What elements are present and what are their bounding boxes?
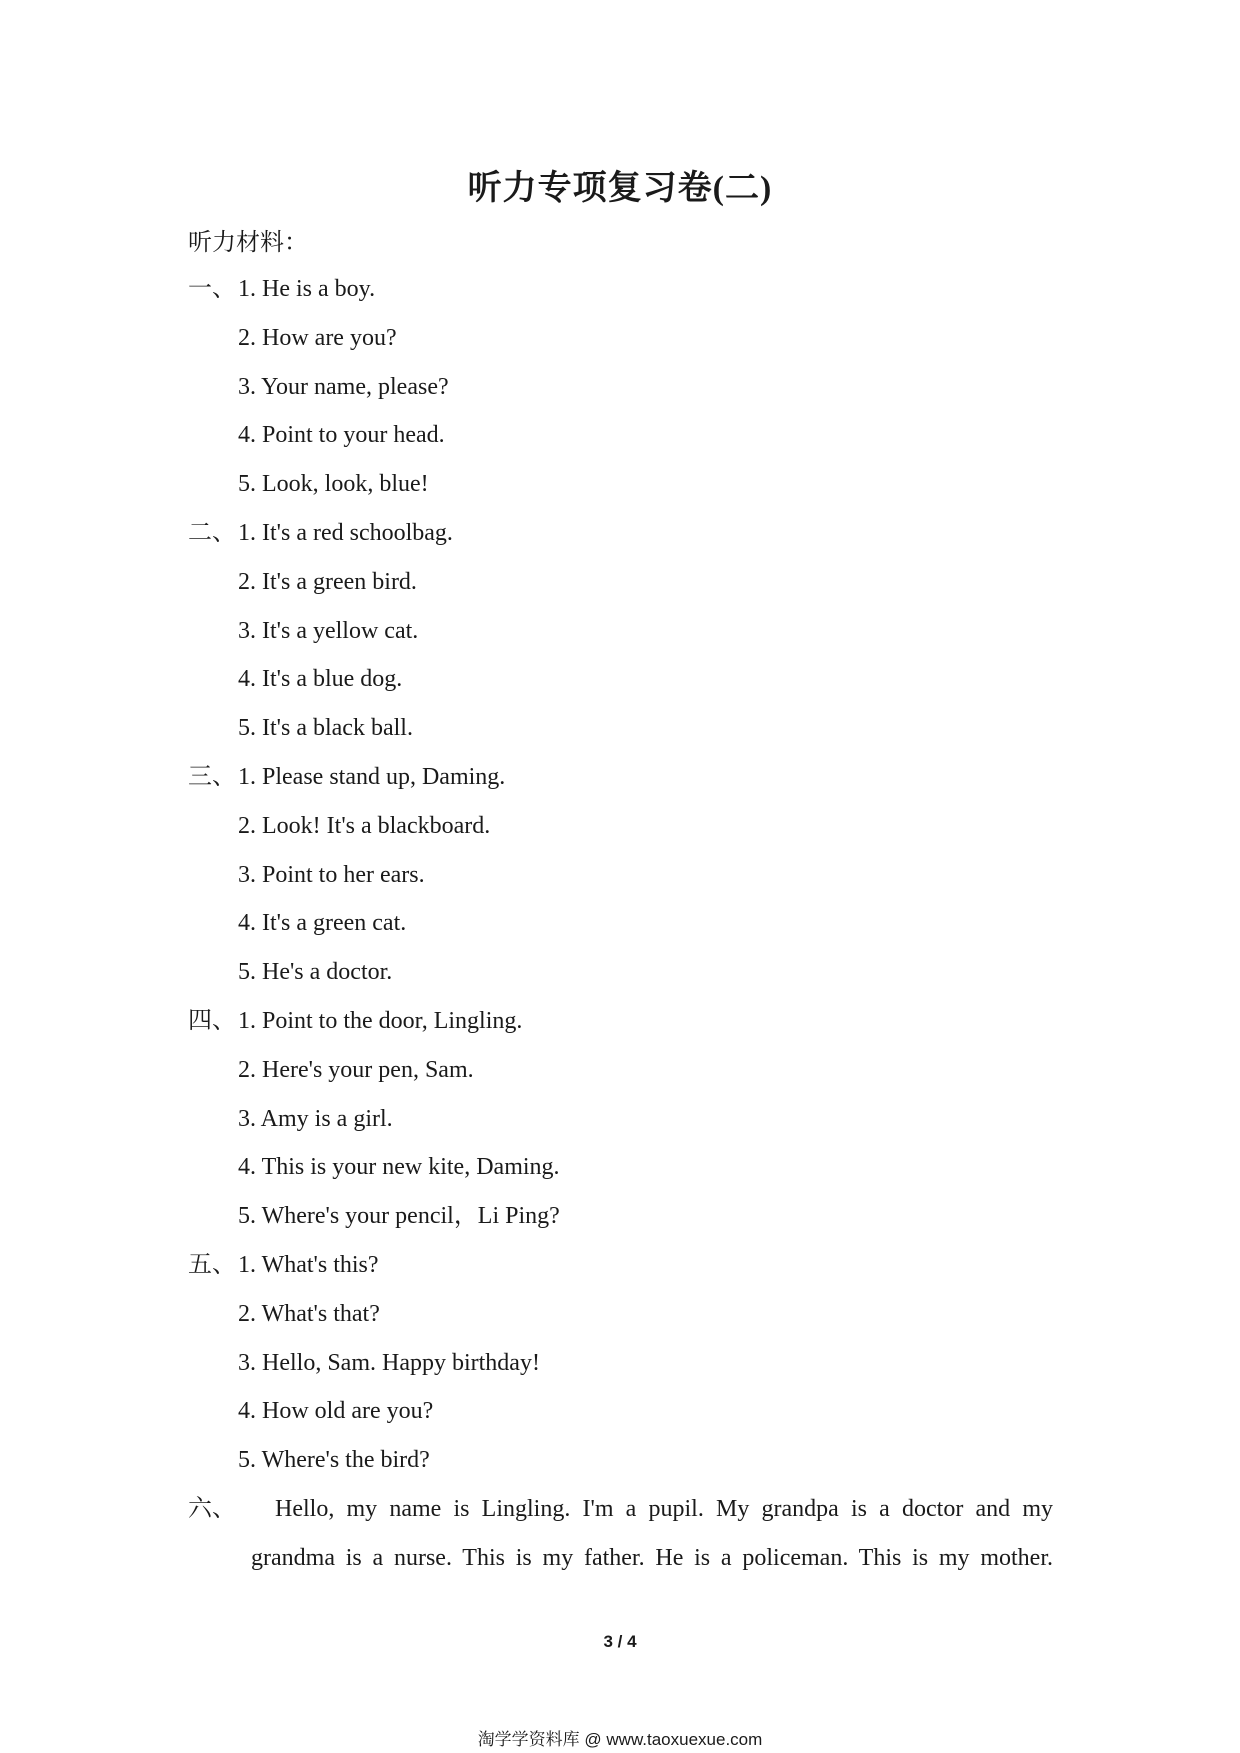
section-marker: 四、: [188, 1007, 236, 1034]
question-row: [188, 1046, 1058, 1095]
page-title: 听力专项复习卷(二): [467, 170, 773, 207]
question-text: 3. Your name, please?: [238, 373, 449, 400]
marker-spacer: [188, 948, 238, 997]
marker-spacer: [188, 899, 238, 948]
question-text: 4. How old are you?: [238, 1398, 434, 1425]
question-row: [188, 704, 1058, 753]
question-text: 1. Please stand up, Daming.: [238, 763, 506, 790]
question-text: 3. Point to her ears.: [238, 861, 425, 888]
question-text: 5. Look, look, blue!: [238, 471, 429, 498]
section-5: [188, 1241, 1058, 1485]
question-text: 2. Here's your pen, Sam.: [238, 1056, 474, 1083]
question-text: 1. What's this?: [238, 1251, 379, 1278]
question-row: [188, 363, 1058, 412]
question-row: [188, 1290, 1058, 1339]
question-row: [188, 1436, 1058, 1485]
marker-spacer: [188, 1339, 238, 1388]
section-marker: 二、: [188, 519, 236, 546]
section-6-paragraph: [251, 1485, 1053, 1583]
question-row: [188, 899, 1058, 948]
question-text: 5. Where's your pencil，Li Ping?: [238, 1203, 560, 1230]
question-text: 2. What's that?: [238, 1300, 380, 1327]
marker-spacer: [188, 363, 238, 412]
question-text: 4. It's a blue dog.: [238, 666, 403, 693]
question-row: [188, 948, 1058, 997]
question-row: [188, 460, 1058, 509]
question-row: [188, 1143, 1058, 1192]
marker-spacer: [188, 314, 238, 363]
footer-watermark: 淘学学资料库 @ www.taoxuexue.com: [477, 1730, 763, 1749]
marker-spacer: [188, 411, 238, 460]
question-text: 4. This is your new kite, Daming.: [238, 1154, 560, 1181]
question-row: [188, 655, 1058, 704]
marker-spacer: [188, 802, 238, 851]
marker-spacer: [188, 607, 238, 656]
section-2: [188, 509, 1058, 753]
section-1: [188, 265, 1058, 509]
section-marker: 五、: [188, 1251, 236, 1278]
page-number: 3 / 4: [603, 1632, 637, 1651]
marker-spacer: [188, 704, 238, 753]
question-row: [188, 1192, 1058, 1241]
question-text: 5. He's a doctor.: [238, 959, 393, 986]
question-row: [188, 851, 1058, 900]
section-6-marker: 六、: [188, 1495, 236, 1522]
marker-spacer: [188, 1143, 238, 1192]
question-text: 4. It's a green cat.: [238, 910, 407, 937]
section-marker: 三、: [188, 763, 236, 790]
question-text: 1. He is a boy.: [238, 276, 376, 302]
question-row: [188, 265, 1058, 314]
marker-spacer: [188, 558, 238, 607]
section-3: [188, 753, 1058, 997]
question-text: 2. It's a green bird.: [238, 568, 417, 595]
question-row: [188, 997, 1058, 1046]
marker-spacer: [188, 1436, 238, 1485]
question-row: [188, 753, 1058, 802]
question-row: [188, 607, 1058, 656]
marker-spacer: [188, 655, 238, 704]
question-row: [188, 558, 1058, 607]
question-text: 1. Point to the door, Lingling.: [238, 1007, 523, 1034]
question-row: [188, 802, 1058, 851]
question-row: [188, 1095, 1058, 1144]
question-row: [188, 411, 1058, 460]
section-6: [188, 1485, 1058, 1583]
question-row: [188, 509, 1058, 558]
intro-label: 听力材料：: [188, 230, 308, 256]
section-6-line-2: grandma is a nurse. This is my father. He is a policeman. This is my mother.: [251, 1544, 1053, 1571]
question-row: [188, 1339, 1058, 1388]
question-text: 3. It's a yellow cat.: [238, 617, 419, 644]
marker-spacer: [188, 1290, 238, 1339]
marker-spacer: [188, 1046, 238, 1095]
marker-spacer: [188, 1387, 238, 1436]
section-6-line-1: Hello, my name is Lingling. I'm a pupil. My grandpa is a doctor and my: [275, 1495, 1053, 1522]
question-text: 2. Look! It's a blackboard.: [238, 812, 491, 839]
question-text: 3. Hello, Sam. Happy birthday!: [238, 1349, 540, 1376]
question-text: 5. It's a black ball.: [238, 715, 413, 742]
question-sections: [188, 265, 1058, 1583]
marker-spacer: [188, 851, 238, 900]
marker-spacer: [188, 1192, 238, 1241]
question-text: 1. It's a red schoolbag.: [238, 519, 453, 546]
question-row: [188, 1387, 1058, 1436]
question-row: [188, 1241, 1058, 1290]
question-text: 2. How are you?: [238, 324, 397, 351]
question-row: [188, 314, 1058, 363]
question-text: 4. Point to your head.: [238, 422, 445, 449]
question-text: 5. Where's the bird?: [238, 1447, 430, 1474]
section-marker: 一、: [188, 276, 236, 302]
question-text: 3. Amy is a girl.: [238, 1105, 393, 1132]
section-4: [188, 997, 1058, 1241]
marker-spacer: [188, 460, 238, 509]
marker-spacer: [188, 1095, 238, 1144]
